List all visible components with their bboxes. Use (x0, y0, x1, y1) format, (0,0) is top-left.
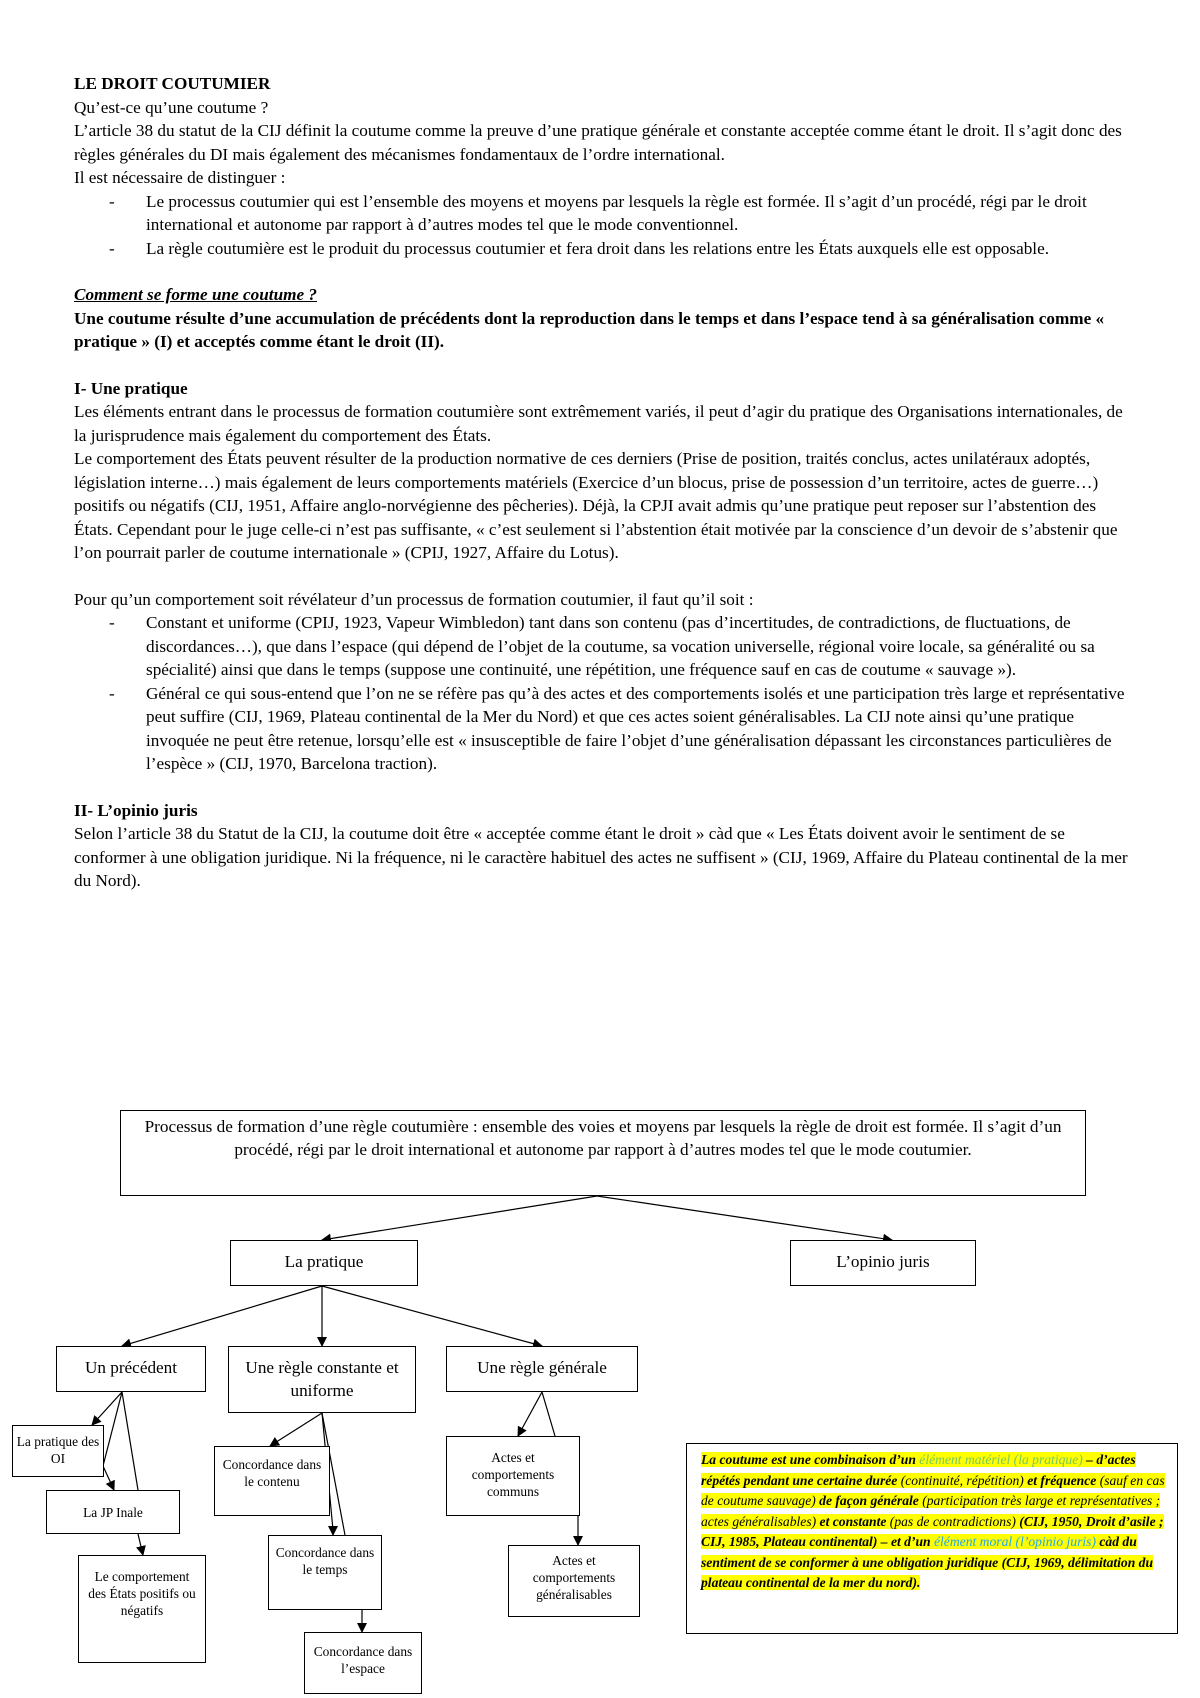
paragraph-conditions: Pour qu’un comportement soit révélateur d’un processus de formation coutumier, il faut qu’il soit : (74, 589, 754, 609)
node-concordance-contenu (214, 1446, 330, 1516)
node-pratique (230, 1240, 418, 1286)
summary-text: et constante (819, 1513, 887, 1529)
node-label: Le comportement des États positifs ou négatifs (88, 1569, 196, 1618)
summary-element-materiel: élément matériel (la pratique) (919, 1452, 1083, 1467)
diagram-root-node (120, 1110, 1086, 1196)
summary-text: La coutume est une combinaison d’un (701, 1452, 920, 1467)
thesis-statement: Une coutume résulte d’une accumulation de précédents dont la reproduction dans le temps et dans l’espace tend à sa généralisation comme « pratique » (I) et acceptés comme étant le droit (II). (74, 308, 1105, 351)
question-formation: Comment se forme une coutume ? (74, 285, 318, 304)
connector-line (597, 1196, 892, 1240)
node-jp-inale (46, 1490, 180, 1534)
connector-line (542, 1392, 555, 1436)
connector-line (122, 1392, 138, 1490)
node-label: Processus de formation d’une règle coutumière : ensemble des voies et moyens par lesquels la règle de droit est formée. Il s’agit d’un procédé, régi par le droit international et autonome par rapport à d’autres modes tel que le mode coutumier. (144, 1117, 1062, 1159)
summary-text: (participation très large et représentatives ; actes généralisables) (701, 1493, 1161, 1529)
list-item: - Constant et uniforme (CPIJ, 1923, Vapeur Wimbledon) tant dans son contenu (pas d’incertitudes, de contradictions, de fluctuations, de discordances…), que dans l’espace (qui dépend de l’objet de la coutume, sa vocation universelle, régional voire locale, sa généralité ou sa spécialité) ainsi que dans le temps (suppose une continuité, une répétition, une fréquence sauf en cas de coutume « sauvage »). (146, 611, 1134, 682)
summary-text: (CIJ, 1950, Droit d’asile ; CIJ, 1985, Plateau continental) – et d’un (701, 1513, 1164, 1549)
question-definition: Qu’est-ce qu’une coutume ? (74, 97, 269, 117)
connector-line (270, 1413, 322, 1446)
node-label: Actes et comportements généralisables (532, 1553, 616, 1602)
node-label: Une règle constante et uniforme (245, 1358, 399, 1400)
node-label: La JP Inale (83, 1505, 143, 1520)
summary-text: de façon générale (819, 1493, 919, 1508)
connector-line (138, 1534, 143, 1555)
summary-text: – d’actes répétés pendant une certaine durée (701, 1452, 1136, 1488)
connector-line (103, 1392, 122, 1490)
paragraph-definition: L’article 38 du statut de la CIJ définit la coutume comme la preuve d’une pratique générale et constante acceptée comme étant le droit. Il s’agit donc des règles générales du DI mais également des mécanismes fondamentaux de l’ordre international. (74, 121, 1122, 164)
node-label: Concordance dans le temps (275, 1545, 375, 1577)
connector-line (322, 1196, 597, 1240)
summary-box (686, 1443, 1178, 1634)
section-heading-pratique: I- Une pratique (74, 378, 188, 398)
node-pratique-oi (12, 1425, 104, 1477)
paragraph-opinio: Selon l’article 38 du Statut de la CIJ, la coutume doit être « acceptée comme étant le droit » càd que « Les États doivent avoir le sentiment de se conformer à une obligation juridique. Ni la fréquence, ni le caractère habituel des actes ne suffisent » (CIJ, 1969, Affaire du Plateau continental de la mer du Nord). (74, 824, 1128, 890)
section-heading-opinio: II- L’opinio juris (74, 800, 198, 820)
node-label: Une règle générale (477, 1358, 607, 1377)
list-item: - La règle coutumière est le produit du processus coutumier et fera droit dans les relations entre les États auxquels elle est opposable. (146, 237, 1134, 261)
summary-text: (sauf en cas de coutume sauvage) (701, 1472, 1165, 1508)
document-title: LE DROIT COUTUMIER (74, 74, 271, 93)
list-item: - Le processus coutumier qui est l’ensemble des moyens et moyens par lesquels la règle est formée. Il s’agit d’un procédé, régi par le droit international et autonome par rapport à d’autres modes tel que le mode conventionnel. (146, 190, 1134, 237)
node-label: Concordance dans l’espace (313, 1644, 413, 1676)
connector-line (322, 1286, 542, 1346)
node-label: Actes et comportements communs (471, 1450, 555, 1499)
node-label: La pratique (284, 1252, 364, 1271)
node-regle-constante (228, 1346, 416, 1413)
node-label: La pratique des OI (16, 1434, 100, 1466)
node-label: Un précédent (84, 1358, 178, 1377)
connector-line (518, 1392, 542, 1436)
summary-text: et fréquence (1027, 1472, 1097, 1488)
node-precedent (56, 1346, 206, 1392)
list-item: - Général ce qui sous-entend que l’on ne se réfère pas qu’à des actes et des comportements isolés et une participation très large et représentative peut suffire (CIJ, 1969, Plateau continental de la Mer du Nord) et que ces actes soient généralisables. La CIJ note ainsi qu’une pratique invoquée ne peut être retenue, lorsqu’elle est « insusceptible de faire l’objet d’une généralisation dépassant les circonstances particulières de l’espèce » (CIJ, 1970, Barcelona traction). (146, 682, 1134, 776)
node-label: L’opinio juris (836, 1252, 930, 1271)
summary-element-moral: élément moral (l’opinio juris) (934, 1534, 1096, 1549)
paragraph-distinguish: Il est nécessaire de distinguer : (74, 168, 286, 187)
summary-text: càd du sentiment de se conformer à une obligation juridique (CIJ, 1969, délimitation du plateau continental de la mer du nord). (701, 1534, 1154, 1590)
node-concordance-espace (304, 1632, 422, 1694)
node-regle-generale (446, 1346, 638, 1392)
paragraph-elements: Les éléments entrant dans le processus de formation coutumière sont extrêmement variés, il peut d’agir du pratique des Organisations internationales, de la jurisprudence mais également du comportement des États. (74, 402, 1123, 445)
summary-text: (pas de contradictions) (886, 1513, 1020, 1529)
connector-line (122, 1286, 322, 1346)
node-concordance-temps (268, 1535, 382, 1610)
node-opinio-juris (790, 1240, 976, 1286)
node-comportement-etats (78, 1555, 206, 1663)
summary-text: (continuité, répétition) (897, 1472, 1028, 1488)
node-label: Concordance dans le contenu (222, 1457, 322, 1489)
node-actes-generalisables (508, 1545, 640, 1617)
paragraph-comportement: Le comportement des États peuvent résulter de la production normative de ces derniers (Prise de position, traités conclus, actes unilatéraux adoptés, législation interne…) mais également de leurs comportements matériels (Exercice d’un blocus, prise de possession d’un territoire, actes de guerre…) positifs ou négatifs (CIJ, 1951, Affaire anglo-norvégienne des pêcheries). Déjà, la CPJI avait admis qu’une pratique peut reposer sur l’abstention des États. Cependant pour le juge celle-ci n’est pas suffisante, « c’est seulement si l’abstention était motivée par la conscience d’un devoir de s’abstenir que l’on pourrait parler de coutume internationale » (CPIJ, 1927, Affaire du Lotus). (74, 449, 1118, 562)
node-actes-communs (446, 1436, 580, 1516)
